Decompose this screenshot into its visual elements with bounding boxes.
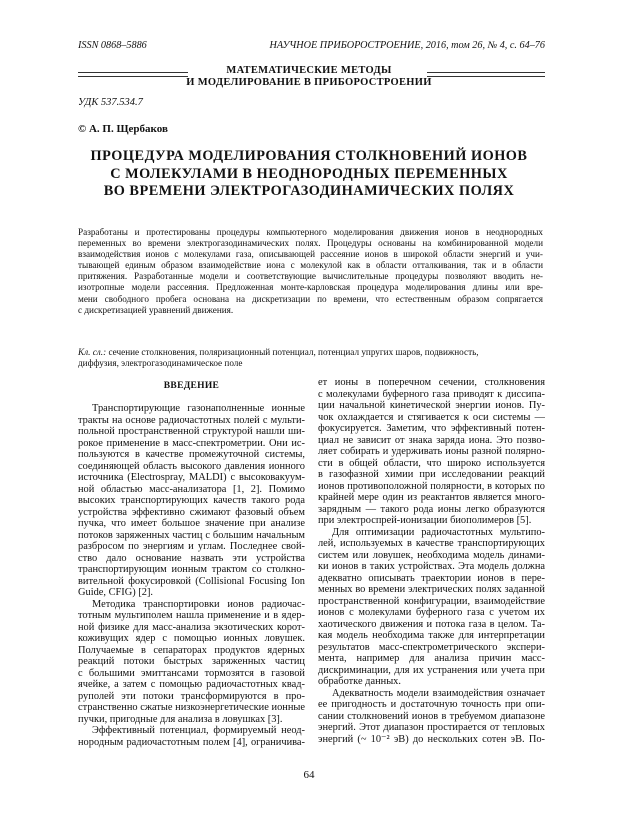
body-text-line: дискриминации, для их устранения или учета при [318,664,545,676]
body-text-line: ство дало основание назвать эти устройства [78,552,305,564]
title-line: ПРОЦЕДУРА МОДЕЛИРОВАНИЯ СТОЛКНОВЕНИЙ ИОНОВ [90,148,528,164]
abstract-line: Разработаны и протестированы процедуры компьютерного моделирования движения ионов в неоднородных [78,227,543,237]
right-column [318,377,545,745]
article-title [0,148,618,201]
body-text-line: Для оптимизации радиочастотных мультипо- [332,526,545,538]
body-text-line: ет ионы в поперечном сечении, столкновения [318,377,545,388]
body-text-line: Эффективный потенциал, формируемый неод- [92,725,305,736]
body-text-line: высоких транспортирующих качеств такого рода [78,495,305,506]
body-text-line: мента, например для анализа причин масс- [318,653,545,664]
abstract-line: притяжения. Разработанные модели и соответствующие вычислительные процедуры позволяют вводить не- [78,271,543,282]
abstract-line: взаимодействия ионов с молекулами газа, описывающей рассеяние ионов в широкой области энергий и учи- [78,249,543,260]
title-line: ВО ВРЕМЕНИ ЭЛЕКТРОГАЗОДИНАМИЧЕСКИХ ПОЛЯХ [103,183,515,199]
body-text-line: Guide, CFIG) [2]. [78,587,154,598]
body-text-line: зарядным — такого рода ионы легко образуются [318,503,545,515]
section-heading-line: МАТЕМАТИЧЕСКИЕ МЕТОДЫ [226,65,392,76]
keywords [78,347,543,369]
body-text-line: ее пригодность и достаточную точность при опи- [318,699,545,710]
body-text-line: разбросом по энергиям и углам. Последнее свой- [78,541,305,552]
body-text-line: Методика транспортировки ионов радиочас- [92,598,305,610]
body-text-line: крайней мере один из реактантов является много- [318,492,545,503]
body-text-line: с большими эмиттансами тормозятся в газовой [78,667,305,679]
body-text-line: странственно сжатые низкоэнергетические ионные [78,702,305,713]
body-text-line: Адекватность модели взаимодействия означает [332,687,545,699]
section-heading [0,65,618,89]
abstract [78,227,543,316]
body-text-line: сти в общей области, что широко используется [318,457,545,469]
keywords-text: диффузия, электрогазодинамическое поле [78,358,243,369]
body-text-line: в газофазной химии при исследовании реакций [318,469,545,480]
body-text-line: ной областью масс-анализатора [1, 2]. Помимо [78,483,305,495]
body-text-line: Транспортирующие газонаполненные ионные [92,403,305,414]
issn: ISSN 0868–5886 [78,40,147,51]
body-text-line: нородным радиочастотным полем [4], ограничива- [78,736,305,748]
body-text-line: реакций потоки быстрых заряженных частиц [78,656,305,667]
body-text-line: пучки, пригодные для анализа в ловушках [3]. [78,713,283,725]
body-text-line: хаотического движения и потока газа в целом. Та- [318,618,545,630]
body-text-line: кая модель необходима также для интерпретации [318,630,545,641]
body-text-line: ионов с молекулами буферного газа с учетом их [318,607,545,618]
left-column [78,403,305,748]
body-text-line: тотным мультиполем нашла применение и в ядер- [78,610,305,621]
body-text-line: ной физике для масс-анализа экзотических корот- [78,621,305,633]
body-text-line: менных во времени электрических полях заданной [318,584,545,595]
udk-code: УДК 537.534.7 [78,97,143,108]
body-text-line: с молекулами буферного газа приводят к диссипа- [318,388,545,400]
body-text-line: при электроспрей-ионизации биополимеров [5]. [318,515,532,526]
abstract-line: тывающей единым образом взаимодействие иона с молекулой как в области отталкивания, так и в области [78,260,543,271]
abstract-line: с дискретизацией уравнений движения. [78,304,234,315]
body-text-line: рокое применение в масс-спектрометрии. Они ис- [78,437,305,449]
body-text-line: фокусируется. Заметим, что эффективный потен- [318,423,545,434]
body-text-line: пучка, что имеет большое значение при анализе [78,518,305,529]
body-text-line: руполей эти потоки трансформируются в про- [78,690,305,702]
author: © А. П. Щербаков [78,123,168,135]
abstract-line: изотропные модели рассеяния. Предложенная монте-карловская процедура моделирования длины или вре- [78,282,543,293]
body-text-line: ки ионов в таких устройствах. Эта модель должна [318,561,545,572]
journal-citation: НАУЧНОЕ ПРИБОРОСТРОЕНИЕ, 2016, том 26, № 4, c. 64–76 [269,40,545,51]
body-text-line: обработке данных. [318,676,401,687]
section-heading-line: И МОДЕЛИРОВАНИЕ В ПРИБОРОСТРОЕНИИ [186,77,432,88]
body-text-line: коживущих ядер с помощью ионных ловушек. [78,633,305,644]
body-text-line: тракты на основе радиочастотных полей с мульти- [78,414,305,426]
body-text-line: Получаемые в сепараторах продуктов ядерных [78,644,305,656]
body-text-line: соединяющей область высокого давления ионного [78,460,305,472]
body-text-line: лей, используемых в качестве транспортирующих [318,538,545,549]
body-text-line: адекватно описывать траектории ионов в пере- [318,572,545,584]
body-text-line: пространственной конфигурации, взаимодействие [318,595,545,607]
body-text-line: потоков заряженных частиц с большим начальным [78,529,305,541]
keywords-text: сечение столкновения, поляризационный потенциал, потенциал упругих шаров, подвижность, [106,347,479,357]
body-text-line: ляет собирать и удерживать ионы разной полярно- [318,446,545,457]
abstract-line: мени свободного пробега основана на дискретизации по времени, что естественным образом сопрягается [78,293,543,304]
body-text-line: вительной фокусировкой (Collisional Focusing Ion [78,575,305,587]
body-text-line: устройства эффективно сжимают фазовый объем [78,506,305,518]
body-text-line: ячейке, а затем с помощью радиочастотных квад- [78,679,305,690]
body-text-line: систем или ловушек, необходима модель динами- [318,549,545,561]
body-text-line: транспортирующим ионным трактом со столкно- [78,564,305,575]
keywords-label: Кл. сл.: [78,347,107,357]
body-text-line: сании столкновений ионов в требуемом диапазоне [318,710,545,722]
body-text-line: источника (Electrospray, MALDI) с высоковакуум- [78,472,305,483]
body-text-line: энергий. Этот диапазон простирается от тепловых [318,722,545,733]
body-text-line: циал не зависит от знака заряда иона. Это позво- [318,434,545,446]
page-number: 64 [303,769,315,781]
body-text-line: результатов масс-спектрометрического экспери- [318,641,545,653]
body-text-line: пользуются в качестве промежуточной системы, [78,449,305,460]
abstract-line: переменных во времени электрогазодинамических полях. Процедуры основаны на комбинированной модели [78,238,543,249]
body-text-line: чок охлаждается и стягивается к оси системы — [318,411,545,423]
body-text-line: ции начальной кинетической энергии ионов. Пу- [318,400,545,411]
body-text-line: энергий (~ 10⁻² эВ) до нескольких сотен эВ. По- [318,733,545,745]
body-text-line: польной пространственной структурой нашли ши- [78,426,305,437]
body-text-line: ионов противоположной полярности, в которых по [318,480,545,492]
title-line: С МОЛЕКУЛАМИ В НЕОДНОРОДНЫХ ПЕРЕМЕННЫХ [110,165,508,182]
intro-heading: ВВЕДЕНИЕ [163,381,220,391]
